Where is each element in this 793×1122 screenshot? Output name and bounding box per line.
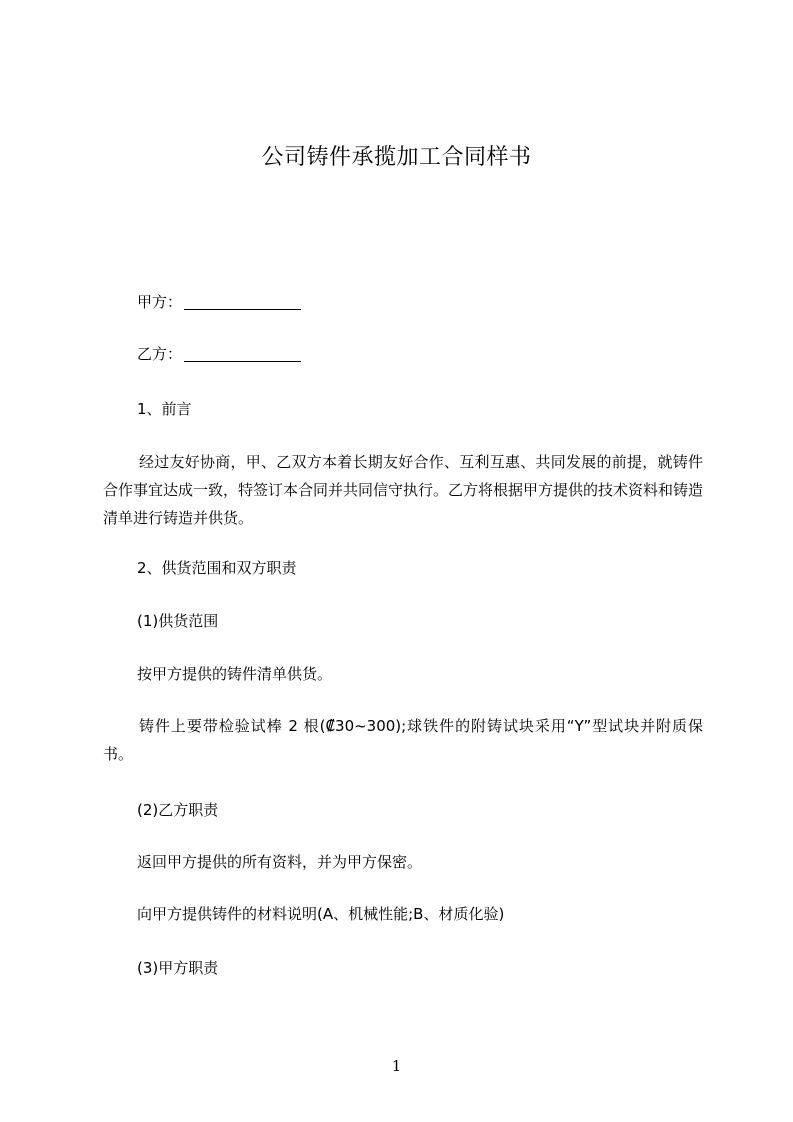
subsection1-line2: 铸件上要带检验试棒 2 根(₡30~300);球铁件的附铸试块采用“Y”型试块并附质保书。 — [103, 717, 703, 763]
subsection2-line2: 向甲方提供铸件的材料说明(A、机械性能;B、材质化验) — [137, 905, 505, 923]
section1-heading: 1、前言 — [137, 400, 192, 418]
page-number: 1 — [391, 1057, 402, 1075]
party-b-row — [137, 344, 301, 364]
subsection2-line1: 返回甲方提供的所有资料，并为甲方保密。 — [137, 853, 423, 871]
section1-paragraph: 经过友好协商，甲、乙双方本着长期友好合作、互利互惠、共同发展的前提，就铸件合作事宜达成一致，特签订本合同并共同信守执行。乙方将根据甲方提供的技术资料和铸造清单进行铸造并供货。 — [103, 453, 704, 527]
party-a-label: 甲方： — [137, 293, 183, 311]
document-title: 公司铸件承揽加工合同样书 — [261, 145, 532, 170]
party-a-row — [137, 292, 301, 312]
subsection1-heading: (1)供货范围 — [137, 612, 219, 630]
section2-heading: 2、供货范围和双方职责 — [137, 559, 297, 577]
subsection2-heading: (2)乙方职责 — [137, 801, 219, 819]
party-a-blank-line — [184, 297, 301, 310]
party-b-label: 乙方： — [137, 345, 183, 363]
subsection3-heading: (3)甲方职责 — [137, 959, 219, 977]
party-b-blank-line — [184, 349, 301, 362]
subsection1-line1: 按甲方提供的铸件清单供货。 — [137, 665, 333, 683]
